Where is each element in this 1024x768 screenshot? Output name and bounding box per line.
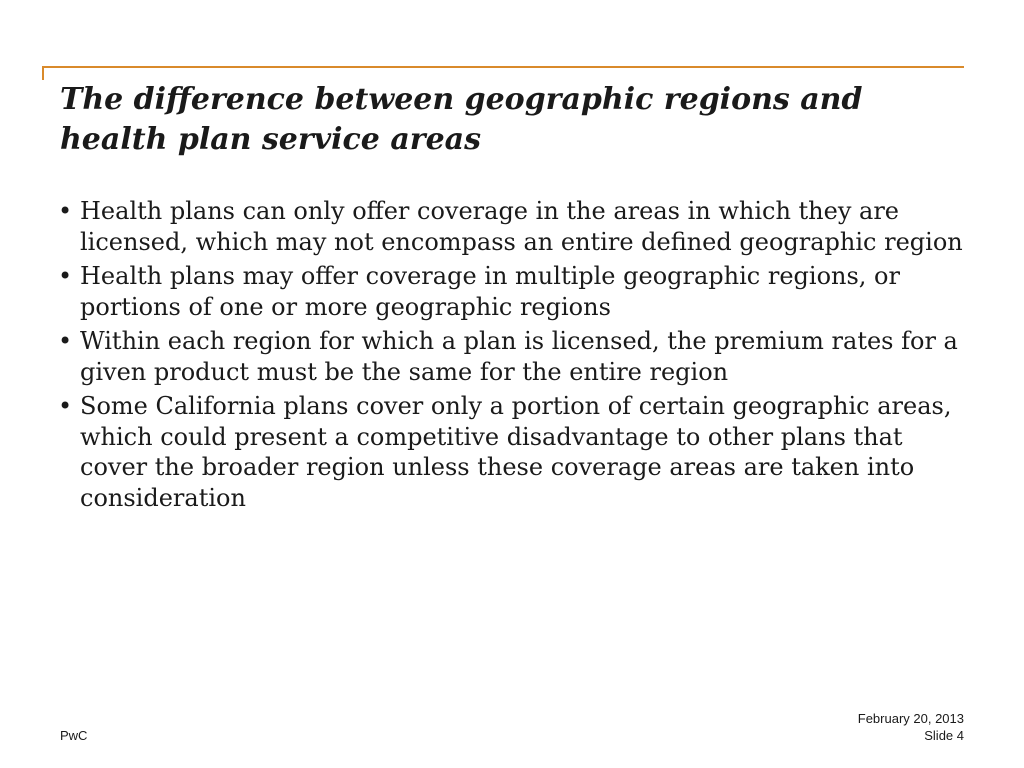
bullet-text: Some California plans cover only a portion of certain geographic areas, which could present a competitive disadvantage to other plans that cover the broader region unless these coverage areas are taken into consideration: [80, 392, 952, 512]
header-rule-tick: [42, 66, 44, 80]
bullet-marker: •: [58, 392, 73, 420]
bullet-text: Health plans can only offer coverage in the areas in which they are licensed, which may not encompass an entire defined geographic region: [80, 197, 963, 256]
header-rule: [42, 66, 964, 68]
bullet-text: Within each region for which a plan is licensed, the premium rates for a given product must be the same for the entire region: [80, 327, 958, 386]
footer-date: February 20, 2013: [857, 711, 964, 726]
slide-title: The difference between geographic regions and health plan service areas: [60, 82, 863, 157]
footer-organization: PwC: [60, 728, 88, 743]
bullet-item: [58, 261, 968, 322]
bullet-item: [58, 391, 968, 513]
bullet-item: [58, 326, 968, 387]
bullet-marker: •: [58, 262, 73, 290]
bullet-item: [58, 196, 968, 257]
bullet-marker: •: [58, 197, 73, 225]
footer-meta: [858, 710, 964, 744]
bullet-list: [58, 196, 968, 517]
footer-slide-number: Slide 4: [924, 728, 964, 743]
bullet-text: Health plans may offer coverage in multiple geographic regions, or portions of one or more geographic regions: [80, 262, 900, 321]
bullet-marker: •: [58, 327, 73, 355]
